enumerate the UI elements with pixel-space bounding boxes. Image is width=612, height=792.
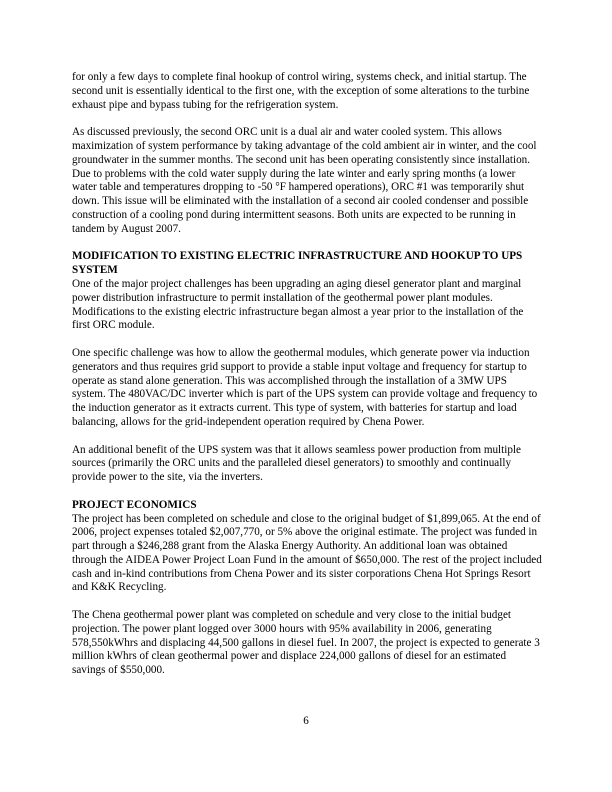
paragraph-dual-cooled-orc: As discussed previously, the second ORC unit is a dual air and water cooled system. This allows maximization of system performance by taking advantage of the cold ambient air in winter, and the cool groundwater in the summer months. The second unit has been operating consistently since installation. Due to problems with the cold water supply during the late winter and early spring months (a lower water table and temperatures dropping to -50 °F hampered operations), ORC #1 was temporarily shut down. This issue will be eliminated with the installation of a second air cooled condenser and possible construction of a cooling pond during intermittent seasons. Both units are expected to be running in tandem by August 2007. [72, 126, 537, 235]
paragraph-orc-startup: for only a few days to complete final hookup of control wiring, systems check, and initial startup. The second unit is essentially identical to the first one, with the exception of some alterations to the turbine exhaust pipe and bypass tubing for the refrigeration system. [72, 71, 530, 111]
paragraph-spacer [72, 237, 542, 251]
page-number: 6 [303, 715, 309, 727]
paragraph-infrastructure-challenges: One of the major project challenges has been upgrading an aging diesel generator plant and marginal power distribution infrastructure to permit installation of the geothermal power plant modules. Modifications to the existing electric infrastructure began almost a year prior to the installation of the first ORC module. [72, 277, 524, 332]
section-heading-project-economics: PROJECT ECONOMICS [72, 498, 197, 511]
paragraph-project-budget: The project has been completed on schedule and close to the original budget of $1,899,065. At the end of 2006, project expenses totaled $2,007,770, or 5% above the original estimate. The project was funded in part through a $246,288 grant from the Alaska Energy Authority. An additional loan was obtained through the AIDEA Power Project Loan Fund in the amount of $650,000. The rest of the project included cash and in-kind contributions from Chena Power and its sister corporations Chena Hot Springs Resort and K&K Recycling. [72, 512, 542, 594]
document-body [72, 71, 542, 678]
paragraph-ups-benefit: An additional benefit of the UPS system was that it allows seamless power production from multiple sources (primarily the ORC units and the paralleled diesel generators) to smoothly and continually provide power to the site, via the inverters. [72, 443, 521, 484]
paragraph-ups-system: One specific challenge was how to allow the geothermal modules, which generate power via induction generators and thus requires grid support to provide a stable input voltage and frequency for startup to operate as stand alone generation. This was accomplished through the installation of a 3MW UPS system. The 480VAC/DC inverter which is part of the UPS system can provide voltage and frequency to the induction generator as it extracts current. This type of system, with batteries for startup and load balancing, allows for the grid-independent operation required by Chena Power. [72, 346, 538, 428]
paragraph-plant-performance: The Chena geothermal power plant was completed on schedule and very close to the initial budget projection. The power plant logged over 3000 hours with 95% availability in 2006, generating 578,550kWhrs and displacing 44,500 gallons in diesel fuel. In 2007, the project is expected to generate 3 million kWhrs of clean geothermal power and displace 224,000 gallons of diesel for an estimated savings of $550,000. [72, 609, 540, 677]
paragraph-spacer [72, 112, 542, 126]
paragraph-spacer [72, 485, 542, 499]
section-heading-electric-infrastructure: MODIFICATION TO EXISTING ELECTRIC INFRASTRUCTURE AND HOOKUP TO UPS SYSTEM [72, 250, 523, 277]
paragraph-spacer [72, 430, 542, 444]
paragraph-spacer [72, 333, 542, 347]
paragraph-spacer [72, 595, 542, 609]
